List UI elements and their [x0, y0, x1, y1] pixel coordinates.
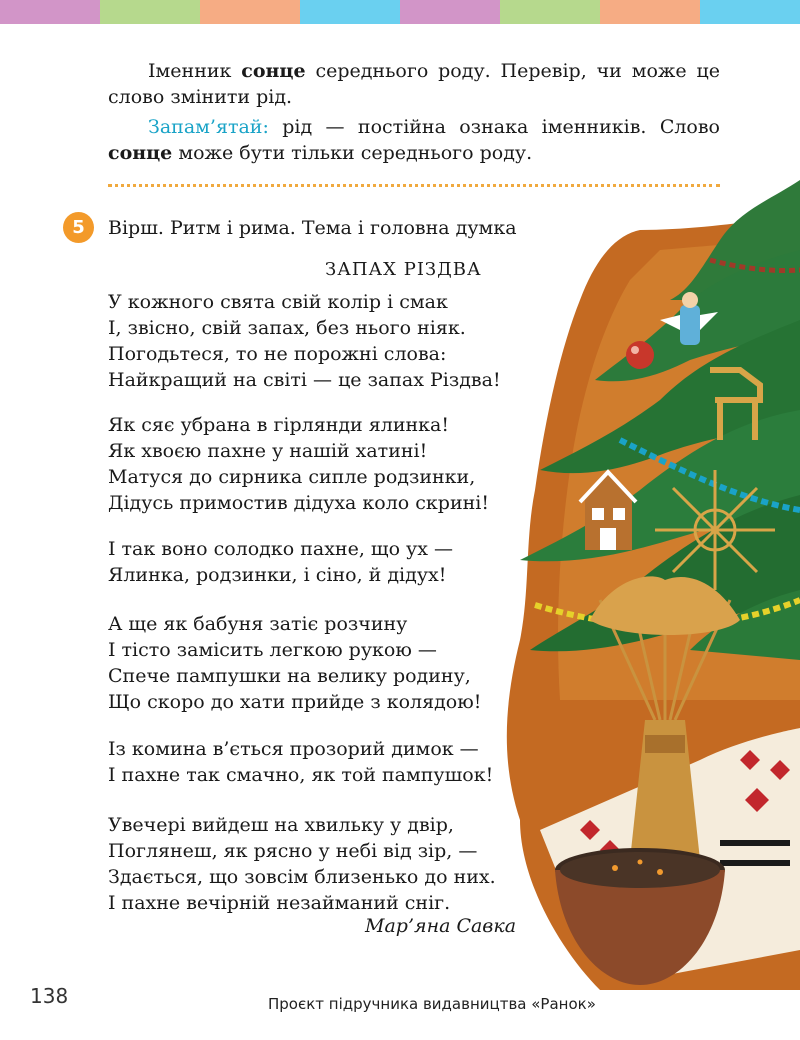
publisher-footer: Проєкт підручника видавництва «Ранок»	[268, 995, 596, 1013]
poem-line: Найкращий на світі — це запах Різдва!	[108, 369, 501, 391]
poem-stanza	[108, 289, 501, 393]
poem-line: Погодьтеся, то не порожні слова:	[108, 343, 447, 365]
bold-word: сонце	[241, 60, 306, 82]
task-title: Вірш. Ритм і рима. Тема і головна думка	[108, 217, 517, 239]
intro-word: Іменник	[148, 60, 232, 82]
poem-title: ЗАПАХ РІЗДВА	[325, 259, 482, 280]
poem-line: Увечері вийдеш на хвильку у двір,	[108, 814, 454, 836]
poem-line: А ще як бабуня затіє розчину	[108, 613, 408, 635]
poem-line: І так воно солодко пахне, що ух —	[108, 538, 453, 560]
poem-line: Як сяє убрана в гірлянди ялинка!	[108, 414, 449, 436]
poem-stanza	[108, 536, 453, 588]
poem-line: Як хвоєю пахне у нашій хатині!	[108, 440, 428, 462]
poem-line: І пахне так смачно, як той пампушок!	[108, 764, 494, 786]
task-number-badge: 5	[63, 212, 94, 243]
poem-stanza	[108, 611, 481, 715]
poem-line: Спече пампушки на велику родину,	[108, 665, 471, 687]
poem-line: Здається, що зовсім близенько до них.	[108, 866, 496, 888]
remember-rest: може бути тільки середнього роду.	[178, 142, 533, 164]
poem-stanza	[108, 812, 496, 916]
poem-line: Що скоро до хати прийде з колядою!	[108, 691, 482, 713]
poem-author: Мар’яна Савка	[365, 915, 517, 937]
poem-line: Матуся до сирника сипле родзинки,	[108, 466, 476, 488]
poem-line: Ялинка, родзинки, і сіно, й дідух!	[108, 564, 447, 586]
remember-text: рід — постійна ознака іменників. Слово	[282, 116, 720, 138]
remember-label: Запам’ятай:	[148, 116, 269, 138]
poem-line: Із комина в’ється прозорий димок —	[108, 738, 479, 760]
intro-text: середнього роду. Перевір, чи може це слово змінити рід.	[108, 60, 720, 108]
poem-stanza	[108, 736, 493, 788]
page-number: 138	[30, 984, 69, 1008]
intro-paragraph	[108, 58, 720, 110]
poem-line: У кожного свята свій колір і смак	[108, 291, 448, 313]
poem-line: І пахне вечірній незайманий сніг.	[108, 892, 451, 914]
poem-line: Поглянеш, як рясно у небі від зір, —	[108, 840, 478, 862]
remember-paragraph	[108, 114, 720, 166]
poem-line: Дідусь примостив дідуха коло скрині!	[108, 492, 490, 514]
poem-line: І тісто замісить легкою рукою —	[108, 639, 437, 661]
poem-stanza	[108, 412, 489, 516]
dotted-divider	[108, 184, 720, 187]
bold-word: сонце	[108, 142, 173, 164]
poem-line: І, звісно, свій запах, без нього ніяк.	[108, 317, 466, 339]
